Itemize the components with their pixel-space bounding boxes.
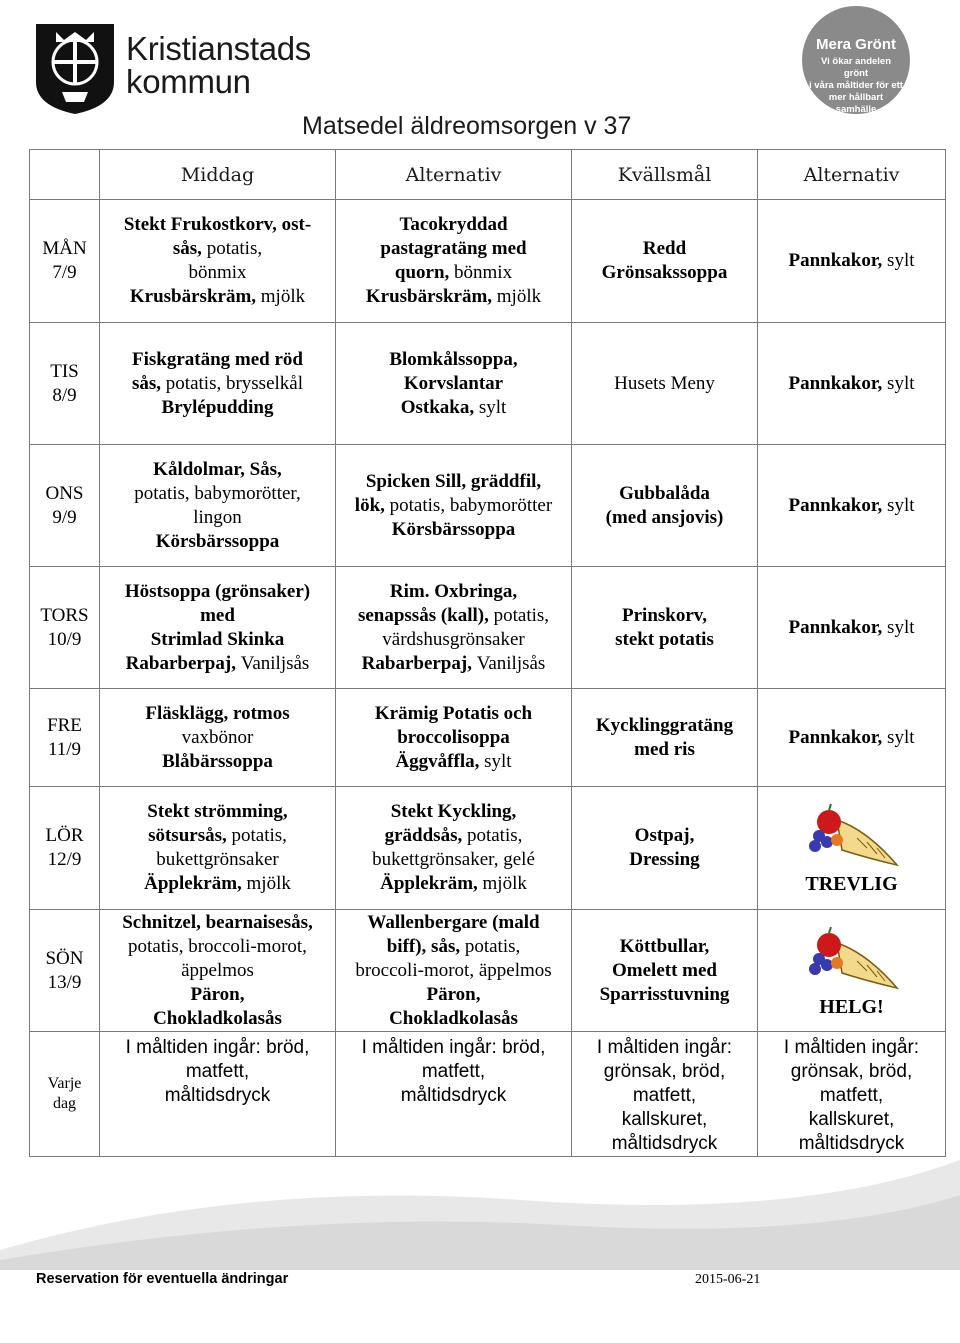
dish-line xyxy=(104,506,331,530)
dish-text: Schnitzel, bearnaisesås, xyxy=(122,911,313,933)
dish-line xyxy=(340,285,567,309)
dish-line xyxy=(104,702,331,726)
kvall-cell xyxy=(572,689,758,787)
dish-extra: sylt xyxy=(887,616,915,638)
dish-text: äppelmos xyxy=(181,959,254,981)
dish-text: bukettgrönsaker, gelé xyxy=(372,849,535,870)
dish-text: med xyxy=(200,604,235,626)
included-text: kallskuret, måltidsdryck xyxy=(798,1109,905,1154)
badge-subtitle xyxy=(808,56,904,116)
decorative-wave xyxy=(0,1140,960,1270)
dish-text: Tacokryddad xyxy=(399,214,508,235)
alt1-cell xyxy=(336,200,572,323)
badge-title: Mera Grönt xyxy=(815,36,896,53)
everyday-label-cell xyxy=(30,1032,100,1157)
dish-extra: Vaniljsås xyxy=(240,652,310,674)
dish-text: senapssås (kall), xyxy=(357,604,494,626)
alt1-cell xyxy=(336,689,572,787)
dish-line xyxy=(576,738,753,762)
header-middag: Middag xyxy=(100,150,336,200)
dish-text: broccoli-morot, äppelmos xyxy=(355,959,552,981)
middag-cell xyxy=(100,567,336,689)
dish-text: Krämig Potatis och xyxy=(374,702,533,724)
municipality-name-line1: Kristianstads xyxy=(126,30,312,67)
badge-line: Vi ökar andelen grönt xyxy=(820,56,892,79)
alt1-cell xyxy=(336,787,572,910)
dish-text: Krusbärskräm, xyxy=(365,286,497,307)
header-day xyxy=(30,150,100,200)
dish-text: gräddsås, xyxy=(384,825,467,846)
dish-text: Pannkakor, xyxy=(788,250,888,271)
day-name: TIS xyxy=(50,360,79,382)
dish-extra: mjölk xyxy=(482,873,527,894)
day-date: 10/9 xyxy=(47,628,82,650)
dish-line xyxy=(104,1007,331,1031)
dish-line xyxy=(104,983,331,1007)
header-alternativ-2: Alternativ xyxy=(758,150,946,200)
dish-line xyxy=(762,372,941,396)
dish-line xyxy=(340,872,567,896)
dish-text: Omelett med xyxy=(612,959,717,981)
dish-line xyxy=(762,494,941,518)
dish-text: Grönsakssoppa xyxy=(601,262,728,283)
footer-date: 2015-06-21 xyxy=(695,1272,761,1287)
day-cell xyxy=(30,445,100,567)
greeting-text: HELG! xyxy=(819,995,884,1018)
alt2-greeting-cell xyxy=(758,910,946,1032)
dish-text: bukettgrönsaker xyxy=(156,849,279,870)
dish-text: Pannkakor, xyxy=(788,372,888,394)
dish-line xyxy=(576,848,753,872)
dish-line xyxy=(104,652,331,676)
dish-line xyxy=(104,848,331,872)
dish-line xyxy=(340,396,567,420)
dish-line xyxy=(104,911,331,935)
everyday-label: dag xyxy=(52,1095,77,1112)
dish-text: sötsursås, xyxy=(148,825,232,846)
dish-text: Chokladkolasås xyxy=(153,1007,282,1029)
alt2-cell xyxy=(758,200,946,323)
dish-line xyxy=(104,824,331,848)
dish-extra: potatis, xyxy=(464,935,521,957)
alt2-cell xyxy=(758,689,946,787)
everyday-alt1-cell xyxy=(336,1032,572,1157)
dish-line xyxy=(576,261,753,285)
middag-cell xyxy=(100,787,336,910)
alt1-cell xyxy=(336,323,572,445)
dish-line xyxy=(762,726,941,750)
included-text: grönsak, bröd, matfett, xyxy=(603,1061,726,1106)
kvall-cell xyxy=(572,910,758,1032)
day-date: 11/9 xyxy=(47,738,82,760)
dish-text: värdshusgrönsaker xyxy=(382,628,525,650)
menu-row xyxy=(30,323,946,445)
dish-line xyxy=(340,652,567,676)
dish-line xyxy=(576,714,753,738)
day-date: 9/9 xyxy=(52,506,77,528)
menu-row xyxy=(30,200,946,323)
kvall-cell xyxy=(572,445,758,567)
page-title: Matsedel äldreomsorgen v 37 xyxy=(302,112,632,140)
alt2-cell xyxy=(758,445,946,567)
dish-extra: Vaniljsås xyxy=(476,652,546,674)
everyday-alt2-cell xyxy=(758,1032,946,1157)
dish-line xyxy=(576,983,753,1007)
day-name: MÅN xyxy=(42,238,87,259)
day-cell xyxy=(30,787,100,910)
menu-header-row xyxy=(30,150,946,200)
dish-line xyxy=(104,261,331,285)
dish-line xyxy=(104,530,331,554)
dish-text: Fläsklägg, rotmos xyxy=(145,702,290,724)
dish-extra: sylt xyxy=(887,250,915,271)
dish-text: (med ansjovis) xyxy=(605,506,724,528)
dish-line xyxy=(340,848,567,872)
dish-line xyxy=(104,396,331,420)
included-text: I måltiden ingår: bröd, matfett, xyxy=(361,1037,546,1082)
dish-text: Strimlad Skinka xyxy=(150,628,285,650)
day-name: SÖN xyxy=(45,947,84,969)
dish-text: Ostkaka, xyxy=(400,396,479,418)
dish-text: Gubbalåda xyxy=(619,482,710,504)
dish-text: sås, xyxy=(132,372,166,394)
included-text: I måltiden ingår: bröd, matfett, xyxy=(125,1037,310,1082)
dish-line xyxy=(340,1007,567,1031)
dish-text: potatis, broccoli-morot, xyxy=(128,935,307,957)
dish-text: Kåldolmar, Sås, xyxy=(153,458,282,480)
dish-line xyxy=(340,824,567,848)
included-text: måltidsdryck xyxy=(400,1085,507,1106)
everyday-row xyxy=(30,1032,946,1157)
dish-text: Chokladkolasås xyxy=(389,1007,518,1029)
coat-of-arms-icon xyxy=(34,22,116,116)
dish-line xyxy=(576,628,753,652)
dish-line xyxy=(340,750,567,774)
dish-text: Dressing xyxy=(629,849,700,870)
dish-text: bönmix xyxy=(188,262,247,283)
cornucopia-icon xyxy=(797,923,907,995)
badge-line: samhälle xyxy=(835,104,877,115)
dish-extra: mjölk xyxy=(246,873,291,894)
dish-extra: potatis, xyxy=(206,238,263,259)
day-date: 12/9 xyxy=(47,849,82,870)
dish-line xyxy=(104,372,331,396)
middag-cell xyxy=(100,323,336,445)
dish-line xyxy=(104,580,331,604)
dish-text: Krusbärskräm, xyxy=(129,286,261,307)
dish-text: Ostpaj, xyxy=(634,825,695,846)
dish-text: lök, xyxy=(354,494,390,516)
dish-line xyxy=(104,604,331,628)
everyday-middag-cell xyxy=(100,1032,336,1157)
day-date: 8/9 xyxy=(52,384,77,406)
day-name: FRE xyxy=(47,714,82,736)
dish-text: vaxbönor xyxy=(181,726,254,748)
day-date: 7/9 xyxy=(52,262,77,283)
greeting-text: TREVLIG xyxy=(805,873,898,895)
dish-text: Korvslantar xyxy=(403,372,504,394)
dish-text: Päron, xyxy=(190,983,245,1005)
badge-line: i våra måltider för ett xyxy=(809,80,903,91)
menu-row xyxy=(30,689,946,787)
dish-line xyxy=(104,872,331,896)
dish-text: Blåbärssoppa xyxy=(162,750,273,772)
dish-text: Rabarberpaj, xyxy=(361,652,477,674)
middag-cell xyxy=(100,689,336,787)
alt1-cell xyxy=(336,567,572,689)
dish-line xyxy=(104,237,331,261)
day-cell xyxy=(30,910,100,1032)
dish-line xyxy=(576,604,753,628)
dish-line xyxy=(340,494,567,518)
dish-text: quorn, xyxy=(394,262,455,283)
dish-line xyxy=(340,372,567,396)
dish-line xyxy=(104,285,331,309)
footer-note: Reservation för eventuella ändringar xyxy=(36,1271,289,1287)
alt2-cell xyxy=(758,567,946,689)
menu-row xyxy=(30,567,946,689)
day-cell xyxy=(30,567,100,689)
dish-extra: potatis, babymorötter xyxy=(389,494,553,516)
dish-text: med ris xyxy=(634,738,695,760)
dish-text: Stekt Frukostkorv, ost- xyxy=(123,214,312,235)
dish-line xyxy=(104,628,331,652)
dish-extra: sylt xyxy=(887,726,915,748)
dish-line xyxy=(576,959,753,983)
header-kvallsmal: Kvällsmål xyxy=(572,150,758,200)
dish-text: Päron, xyxy=(426,983,481,1005)
day-cell xyxy=(30,689,100,787)
dish-line xyxy=(104,959,331,983)
alt2-greeting-cell xyxy=(758,787,946,910)
dish-text: Kycklinggratäng xyxy=(595,714,734,736)
dish-extra: mjölk xyxy=(496,286,542,307)
dish-extra: sylt xyxy=(484,750,512,772)
dish-text: Spicken Sill, gräddfil, xyxy=(365,470,542,492)
dish-line xyxy=(576,506,753,530)
dish-text: Äggvåffla, xyxy=(395,750,485,772)
dish-text: Prinskorv, xyxy=(622,604,707,626)
dish-line xyxy=(340,800,567,824)
everyday-kvall-cell xyxy=(572,1032,758,1157)
dish-text: pastagratäng med xyxy=(380,238,527,259)
included-text: måltidsdryck xyxy=(164,1085,271,1106)
everyday-label: Varje xyxy=(47,1075,82,1092)
middag-cell xyxy=(100,910,336,1032)
dish-extra: sylt xyxy=(887,372,915,394)
menu-row xyxy=(30,787,946,910)
dish-extra: potatis, xyxy=(493,604,550,626)
dish-line xyxy=(104,935,331,959)
dish-line xyxy=(104,726,331,750)
dish-text: Wallenbergare (mald xyxy=(367,911,540,933)
dish-line xyxy=(340,959,567,983)
mera-gront-badge xyxy=(802,6,910,114)
menu-table xyxy=(29,149,946,1157)
dish-text: biff), sås, xyxy=(386,935,465,957)
dish-text: Pannkakor, xyxy=(788,726,888,748)
municipality-logo xyxy=(34,20,334,120)
dish-line xyxy=(104,750,331,774)
dish-text: Äpplekräm, xyxy=(380,873,483,894)
dish-text: Pannkakor, xyxy=(788,616,888,638)
dish-text: Äpplekräm, xyxy=(144,873,247,894)
dish-line xyxy=(340,702,567,726)
dish-line xyxy=(104,458,331,482)
dish-line xyxy=(340,726,567,750)
dish-line xyxy=(104,800,331,824)
badge-line: mer hållbart xyxy=(828,92,884,103)
alt1-cell xyxy=(336,445,572,567)
dish-line xyxy=(762,616,941,640)
alt1-cell xyxy=(336,910,572,1032)
included-text: I måltiden ingår: xyxy=(596,1037,733,1058)
dish-line xyxy=(762,249,941,273)
dish-line xyxy=(340,348,567,372)
dish-line xyxy=(340,628,567,652)
dish-extra: sylt xyxy=(887,494,915,516)
dish-line xyxy=(576,482,753,506)
dish-line xyxy=(340,983,567,1007)
dish-extra: potatis, xyxy=(231,825,287,846)
dish-extra: bönmix xyxy=(454,262,513,283)
menu-row xyxy=(30,910,946,1032)
dish-text: Blomkålssoppa, xyxy=(389,348,518,370)
cornucopia-icon xyxy=(797,800,907,872)
middag-cell xyxy=(100,200,336,323)
dish-extra: potatis, xyxy=(466,825,523,846)
included-text: kallskuret, måltidsdryck xyxy=(611,1109,718,1154)
dish-text: potatis, babymorötter, xyxy=(134,482,301,504)
day-cell xyxy=(30,200,100,323)
dish-text: Husets Meny xyxy=(614,372,715,394)
dish-text: Brylépudding xyxy=(161,396,274,418)
dish-extra: potatis, brysselkål xyxy=(165,372,303,394)
day-cell xyxy=(30,323,100,445)
alt2-cell xyxy=(758,323,946,445)
kvall-cell xyxy=(572,200,758,323)
included-text: I måltiden ingår: xyxy=(783,1037,920,1058)
dish-line xyxy=(576,824,753,848)
menu-row xyxy=(30,445,946,567)
dish-text: sås, xyxy=(172,238,207,259)
dish-line xyxy=(340,604,567,628)
kvall-cell xyxy=(572,567,758,689)
dish-line xyxy=(340,470,567,494)
kvall-cell xyxy=(572,787,758,910)
dish-text: broccolisoppa xyxy=(397,726,510,748)
dish-text: Körsbärssoppa xyxy=(391,518,516,540)
dish-text: Sparrisstuvning xyxy=(599,983,730,1005)
dish-extra: mjölk xyxy=(260,286,306,307)
dish-text: stekt potatis xyxy=(615,628,714,650)
dish-line xyxy=(340,935,567,959)
middag-cell xyxy=(100,445,336,567)
dish-extra: sylt xyxy=(478,396,507,418)
dish-text: Stekt Kyckling, xyxy=(390,801,517,822)
included-text: grönsak, bröd, matfett, xyxy=(790,1061,913,1106)
dish-text: Rabarberpaj, xyxy=(125,652,241,674)
dish-line xyxy=(340,213,567,237)
dish-text: Redd xyxy=(642,238,687,259)
day-name: TORS xyxy=(40,604,89,626)
dish-text: Fiskgratäng med röd xyxy=(132,348,303,370)
dish-line xyxy=(340,518,567,542)
dish-text: Köttbullar, xyxy=(619,935,710,957)
dish-text: Höstsoppa (grönsaker) xyxy=(124,580,311,602)
dish-text: Rim. Oxbringa, xyxy=(389,580,518,602)
dish-line xyxy=(340,580,567,604)
dish-line xyxy=(340,237,567,261)
dish-line xyxy=(340,261,567,285)
kvall-cell xyxy=(572,323,758,445)
dish-text: lingon xyxy=(193,506,242,528)
dish-line xyxy=(104,348,331,372)
dish-line xyxy=(576,237,753,261)
municipality-name-line2: kommun xyxy=(126,63,251,100)
dish-text: Stekt strömming, xyxy=(147,801,288,822)
dish-text: Pannkakor, xyxy=(788,494,888,516)
dish-line xyxy=(104,482,331,506)
day-name: LÖR xyxy=(45,825,84,846)
day-name: ONS xyxy=(45,482,84,504)
day-date: 13/9 xyxy=(47,971,82,993)
header-alternativ-1: Alternativ xyxy=(336,150,572,200)
dish-line xyxy=(340,911,567,935)
dish-line xyxy=(576,935,753,959)
dish-text: Körsbärssoppa xyxy=(155,530,280,552)
dish-line xyxy=(576,372,753,396)
dish-line xyxy=(104,213,331,237)
